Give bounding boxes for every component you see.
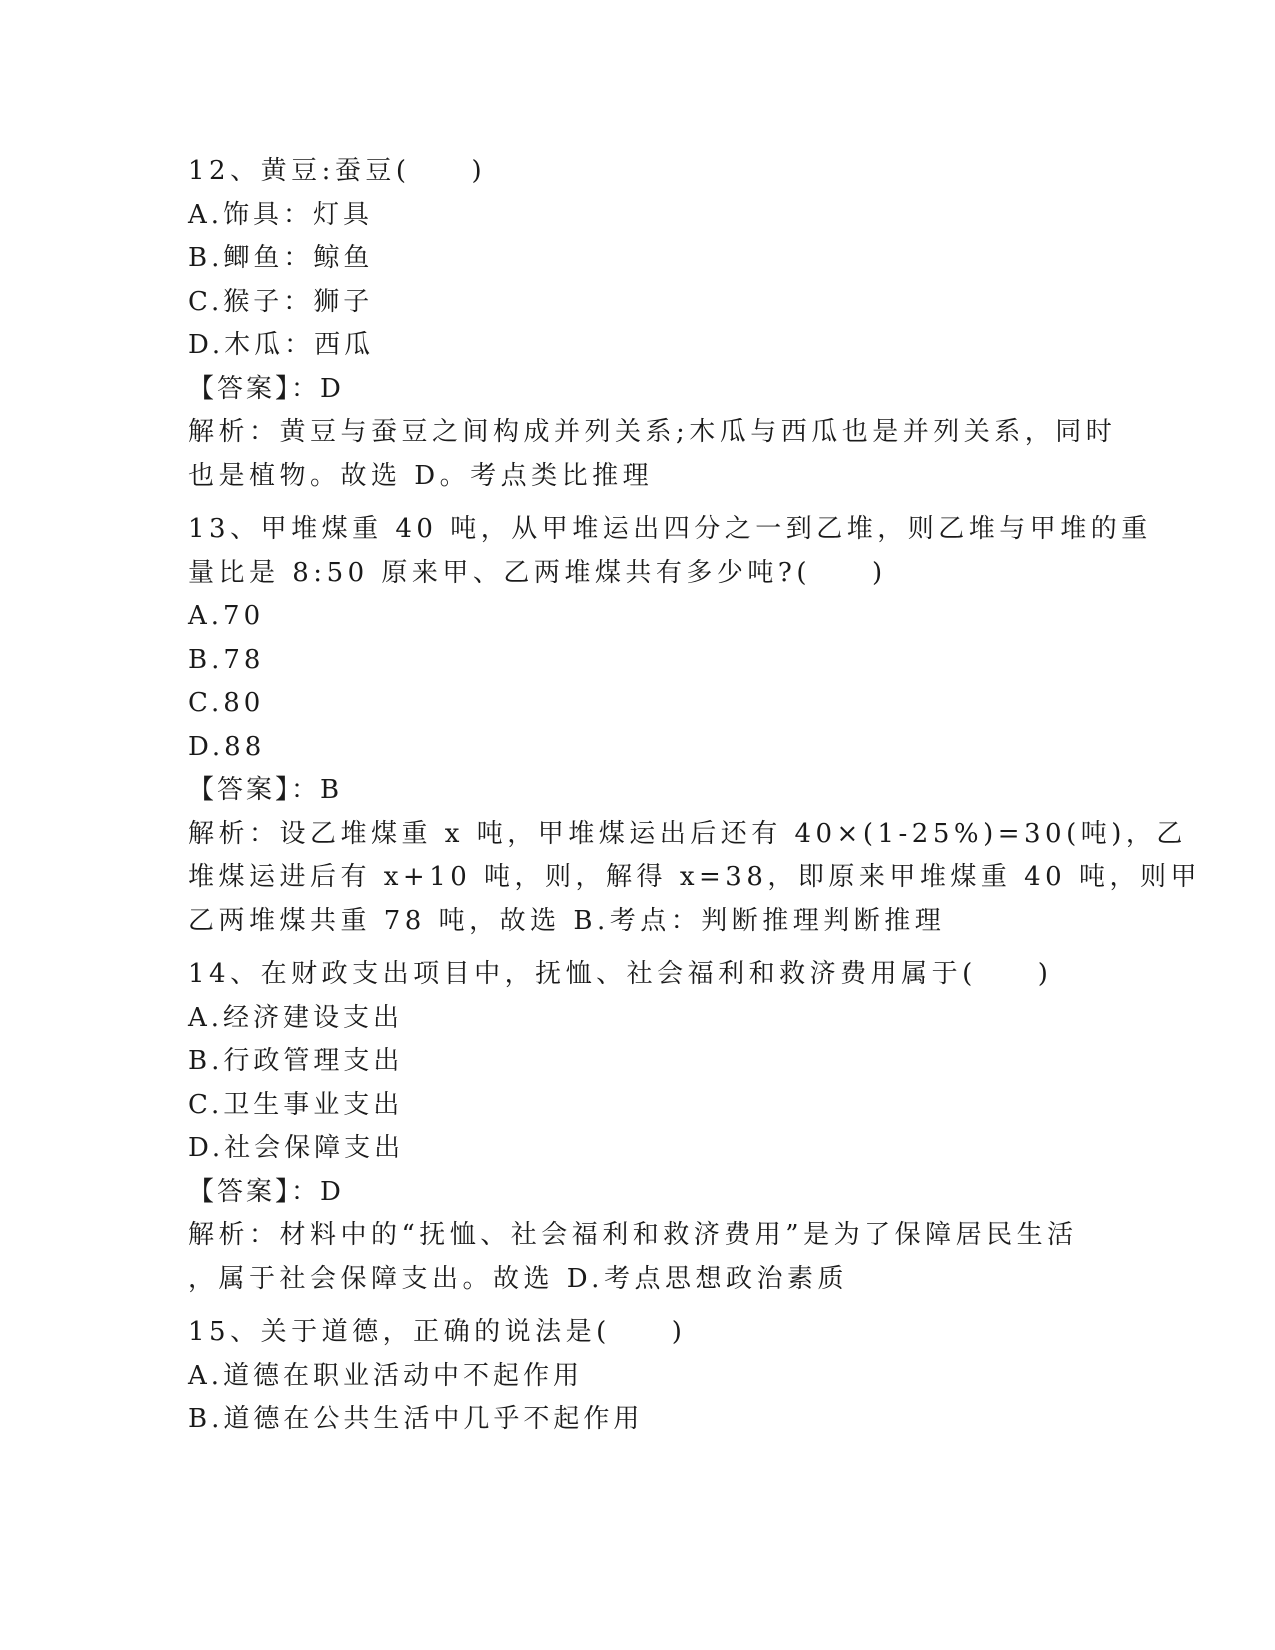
option-c: C.80 <box>188 688 265 718</box>
option-a: A.70 <box>188 601 265 631</box>
question-15 <box>188 1311 1088 1442</box>
question-stem: 13、甲堆煤重 40 吨，从甲堆运出四分之一到乙堆，则乙堆与甲堆的重 <box>188 514 1152 544</box>
question-stem: 量比是 8:50 原来甲、乙两堆煤共有多少吨?( ) <box>188 557 887 588</box>
answer: 【答案】：D <box>188 373 344 404</box>
option-c: C.卫生事业支出 <box>188 1089 404 1120</box>
question-spacer <box>188 943 1088 953</box>
analysis-line: 解析：黄豆与蚕豆之间构成并列关系;木瓜与西瓜也是并列关系，同时 <box>188 417 1117 447</box>
analysis-line: 解析：设乙堆煤重 x 吨，甲堆煤运出后还有 40×(1-25%)=30(吨)，乙 <box>188 818 1187 849</box>
answer: 【答案】：B <box>188 775 343 805</box>
option-d: D.社会保障支出 <box>188 1133 405 1163</box>
question-13 <box>188 508 1201 943</box>
option-d: D.88 <box>188 731 266 762</box>
analysis-line: ，属于社会保障支出。故选 D.考点思想政治素质 <box>188 1263 848 1294</box>
option-b: B.鲫鱼：鲸鱼 <box>188 243 374 273</box>
analysis-line: 解析：材料中的“抚恤、社会福利和救济费用”是为了保障居民生活 <box>188 1220 1078 1250</box>
analysis-line: 乙两堆煤共重 78 吨，故选 B.考点：判断推理判断推理 <box>188 905 946 936</box>
analysis-line: 也是植物。故选 D。考点类比推理 <box>188 460 654 491</box>
option-b: B.78 <box>188 644 265 675</box>
document-page <box>188 150 1201 1442</box>
option-d: D.木瓜：西瓜 <box>188 330 375 360</box>
option-c: C.猴子：狮子 <box>188 286 374 317</box>
question-spacer <box>188 1301 1088 1311</box>
answer: 【答案】：D <box>188 1176 344 1207</box>
option-b: B.行政管理支出 <box>188 1046 404 1076</box>
question-stem: 14、在财政支出项目中，抚恤、社会福利和救济费用属于( ) <box>188 959 1053 989</box>
option-a: A.经济建设支出 <box>188 1002 404 1033</box>
question-14 <box>188 953 1088 1301</box>
analysis-line: 堆煤运进后有 x+10 吨，则，解得 x=38，即原来甲堆煤重 40 吨，则甲 <box>188 862 1201 892</box>
question-stem: 15、关于道德，正确的说法是( ) <box>188 1317 687 1347</box>
option-b: B.道德在公共生活中几乎不起作用 <box>188 1404 644 1434</box>
option-a: A.道德在职业活动中不起作用 <box>188 1360 584 1391</box>
question-spacer <box>188 498 1088 508</box>
question-stem: 12、黄豆:蚕豆( ) <box>188 156 487 186</box>
question-12 <box>188 150 1117 498</box>
option-a: A.饰具：灯具 <box>188 199 374 230</box>
